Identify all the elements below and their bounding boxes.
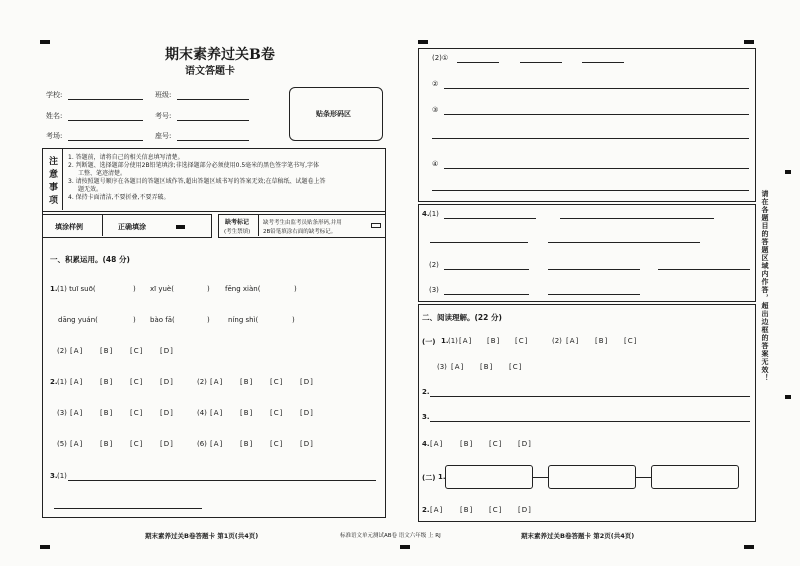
absent-desc: 2B铅笔填涂右面的缺考标记。 — [263, 229, 337, 235]
notes-title-4: 项 — [49, 196, 59, 206]
q1-sub2-label: (2) — [57, 347, 67, 355]
answer-line[interactable] — [444, 168, 749, 169]
exam-no-label: 考号: — [155, 112, 172, 120]
seat-label: 座号: — [155, 132, 172, 140]
absent-divider — [258, 214, 259, 236]
answer-line[interactable] — [444, 294, 529, 295]
flow-box-1[interactable] — [445, 465, 533, 489]
reading-q4-number: 4. — [422, 440, 430, 448]
reading-q2-number: 2. — [422, 388, 430, 396]
answer-line[interactable] — [658, 269, 750, 270]
choice-a[interactable]: [A] — [210, 409, 224, 417]
choice-b[interactable]: [B] — [487, 337, 501, 345]
choice-a[interactable]: [A] — [210, 378, 224, 386]
choice-b[interactable]: [B] — [100, 378, 114, 386]
q1-number: 1. — [50, 285, 58, 293]
note-line: 题无效。 — [78, 186, 103, 193]
fill-example-label: 填涂样例 — [55, 223, 83, 231]
q4-sub1-label: (1) — [429, 210, 439, 218]
q1-pinyin-5-end: ) — [207, 316, 210, 324]
notes-title-1: 注 — [49, 157, 59, 167]
timing-mark — [785, 170, 791, 174]
q2-number: 2. — [50, 378, 58, 386]
q1-pinyin-5: bào fā( — [150, 316, 175, 324]
choice-a[interactable]: [A] — [430, 440, 444, 448]
choice-b[interactable]: [B] — [100, 440, 114, 448]
choice-c[interactable]: [C] — [515, 337, 529, 345]
timing-mark — [40, 545, 50, 549]
choice-a[interactable]: [A] — [70, 347, 84, 355]
q1-pinyin-3: fēng xiàn( — [225, 285, 261, 293]
q2-sub-label: (2) — [197, 378, 207, 386]
exam-no-field[interactable] — [177, 120, 249, 121]
choice-c[interactable]: [C] — [489, 440, 503, 448]
q2-sub-label: (5) — [57, 440, 67, 448]
note-line: 4. 保持卡面清洁,不要折叠,不要弄破。 — [68, 194, 170, 201]
class-field[interactable] — [177, 99, 249, 100]
choice-d[interactable]: [D] — [160, 378, 174, 386]
answer-line[interactable] — [432, 190, 749, 191]
right-answer-frame-top — [418, 48, 756, 202]
answer-line[interactable] — [444, 269, 529, 270]
timing-mark — [744, 545, 754, 549]
answer-line[interactable] — [430, 242, 528, 243]
choice-b[interactable]: [B] — [460, 440, 474, 448]
notes-title-2: 意 — [49, 170, 59, 180]
choice-b[interactable]: [B] — [100, 347, 114, 355]
flow-box-3[interactable] — [651, 465, 739, 489]
choice-c[interactable]: [C] — [270, 440, 284, 448]
choice-a[interactable]: [A] — [430, 506, 444, 514]
choice-b[interactable]: [B] — [460, 506, 474, 514]
timing-mark — [40, 40, 50, 44]
flow-connector — [635, 477, 651, 478]
flow-connector — [532, 477, 548, 478]
circle-2-label: ② — [432, 80, 439, 88]
absent-desc: 缺考考生由监考员贴条形码,并用 — [263, 220, 342, 226]
choice-c[interactable]: [C] — [130, 378, 144, 386]
answer-line[interactable] — [444, 88, 749, 89]
barcode-area — [289, 87, 383, 141]
name-label: 姓名: — [46, 112, 63, 120]
answer-line[interactable] — [582, 62, 624, 63]
circle-4-label: ④ — [432, 160, 439, 168]
answer-line[interactable] — [68, 480, 376, 481]
choice-d[interactable]: [D] — [160, 409, 174, 417]
answer-line[interactable] — [548, 294, 640, 295]
q4-sub2-label: (2) — [429, 261, 439, 269]
choice-b[interactable]: [B] — [240, 440, 254, 448]
choice-b[interactable]: [B] — [480, 363, 494, 371]
q2-sub-label: (4) — [197, 409, 207, 417]
fill-example-value: 正确填涂 — [118, 223, 146, 231]
choice-a[interactable]: [A] — [210, 440, 224, 448]
side-note: 请在各题目的答题区域内作答，超出边框的答案无效！ — [761, 190, 769, 382]
page-footer: 期末素养过关B卷答题卡 第1页(共4页) — [145, 532, 259, 540]
q4-number: 4. — [422, 210, 430, 218]
choice-d[interactable]: [D] — [518, 440, 532, 448]
answer-line[interactable] — [432, 138, 749, 139]
choice-d[interactable]: [D] — [300, 409, 314, 417]
q1-pinyin-3-end: ) — [294, 285, 297, 293]
section-1-title: 一、积累运用。(48 分) — [50, 255, 130, 264]
choice-b[interactable]: [B] — [240, 409, 254, 417]
seat-field[interactable] — [177, 140, 249, 141]
choice-c[interactable]: [C] — [509, 363, 523, 371]
notes-title-3: 事 — [49, 183, 59, 193]
answer-line[interactable] — [548, 269, 640, 270]
answer-line[interactable] — [457, 62, 499, 63]
choice-a[interactable]: [A] — [70, 378, 84, 386]
flow-box-2[interactable] — [548, 465, 636, 489]
q1-pinyin-1: (1) tuī suō( — [57, 285, 96, 293]
reading-q1-sub1: (1) — [448, 337, 458, 345]
timing-mark — [744, 40, 754, 44]
school-label: 学校: — [46, 91, 63, 99]
answer-line[interactable] — [430, 421, 750, 422]
choice-d[interactable]: [D] — [160, 440, 174, 448]
q1-pinyin-1-end: ) — [133, 285, 136, 293]
q3-number: 3. — [50, 472, 58, 480]
sheet-subtitle: 语文答题卡 — [185, 66, 235, 77]
choice-b[interactable]: [B] — [595, 337, 609, 345]
timing-mark — [785, 395, 791, 399]
choice-a[interactable]: [A] — [459, 337, 473, 345]
choice-b[interactable]: [B] — [240, 378, 254, 386]
choice-c[interactable]: [C] — [489, 506, 503, 514]
q2-sub-label: (6) — [197, 440, 207, 448]
choice-d[interactable]: [D] — [300, 378, 314, 386]
q3-sub2-label: (2)① — [432, 54, 449, 62]
q1-pinyin-2: xī yuè( — [150, 285, 174, 293]
center-footer: 标准语文单元测试AB卷 语文六年级 上 RJ — [340, 533, 441, 539]
choice-a[interactable]: [A] — [451, 363, 465, 371]
fill-example-divider — [102, 214, 103, 236]
q1-pinyin-4: dāng yuán( — [58, 316, 98, 324]
room-field[interactable] — [68, 140, 143, 141]
choice-a[interactable]: [A] — [70, 440, 84, 448]
q2-sub-label: (1) — [57, 378, 67, 386]
answer-line[interactable] — [548, 242, 700, 243]
choice-a[interactable]: [A] — [566, 337, 580, 345]
note-line: 1. 答题前，请将自己的相关信息填写清楚。 — [68, 154, 184, 161]
q1-pinyin-2-end: ) — [207, 285, 210, 293]
absent-label: 缺考标记 — [225, 219, 250, 226]
note-line: 3. 请按照题号顺序在各题目的答题区域作答,超出答题区域书写的答案无效;在草稿纸、试题卷上答 — [68, 178, 326, 185]
choice-d[interactable]: [D] — [518, 506, 532, 514]
barcode-label: 贴条形码区 — [316, 110, 351, 118]
choice-c[interactable]: [C] — [270, 378, 284, 386]
room-label: 考场: — [46, 132, 63, 140]
filled-bubble-icon — [176, 225, 185, 229]
answer-line[interactable] — [430, 396, 750, 397]
answer-line[interactable] — [560, 218, 714, 219]
q1-pinyin-6: níng shì( — [228, 316, 259, 324]
choice-c[interactable]: [C] — [270, 409, 284, 417]
answer-line[interactable] — [444, 218, 536, 219]
q4-sub3-label: (3) — [429, 286, 439, 294]
answer-line[interactable] — [444, 114, 749, 115]
page-footer: 期末素养过关B卷答题卡 第2页(共4页) — [521, 532, 635, 540]
choice-c[interactable]: [C] — [130, 347, 144, 355]
choice-d[interactable]: [D] — [300, 440, 314, 448]
timing-mark — [418, 40, 428, 44]
part-2-label: (二) — [422, 474, 436, 482]
note-line: 工整、笔迹清楚。 — [78, 170, 127, 177]
q3-sub1-label: (1) — [57, 472, 67, 480]
choice-b[interactable]: [B] — [100, 409, 114, 417]
school-field[interactable] — [68, 99, 143, 100]
part-2-q1-number: 1. — [438, 473, 446, 481]
name-field[interactable] — [68, 120, 143, 121]
reading-q1-sub2: (2) — [552, 337, 562, 345]
choice-c[interactable]: [C] — [130, 409, 144, 417]
part-1-label: (一) — [422, 338, 436, 346]
choice-c[interactable]: [C] — [624, 337, 638, 345]
choice-a[interactable]: [A] — [70, 409, 84, 417]
class-label: 班级: — [155, 91, 172, 99]
absent-sub: (考生禁填) — [224, 229, 251, 235]
timing-mark — [400, 545, 410, 549]
part-2-q2-number: 2. — [422, 506, 430, 514]
reading-q3-number: 3. — [422, 413, 430, 421]
reading-q1-sub3: (3) — [437, 363, 447, 371]
answer-line[interactable] — [54, 508, 202, 509]
choice-c[interactable]: [C] — [130, 440, 144, 448]
q1-pinyin-6-end: ) — [292, 316, 295, 324]
note-line: 2. 判断题、选择题部分使用2B铅笔填涂;非选择题部分必须使用0.5毫米的黑色签字笔书写,字体 — [68, 162, 320, 169]
answer-line[interactable] — [520, 62, 562, 63]
section-2-title: 二、阅读理解。(22 分) — [422, 313, 502, 322]
sheet-title: 期末素养过关B卷 — [165, 47, 275, 63]
q2-sub-label: (3) — [57, 409, 67, 417]
choice-d[interactable]: [D] — [160, 347, 174, 355]
reading-q1-number: 1. — [441, 337, 449, 345]
circle-3-label: ③ — [432, 106, 439, 114]
absent-bubble[interactable] — [371, 223, 381, 228]
q1-pinyin-4-end: ) — [133, 316, 136, 324]
